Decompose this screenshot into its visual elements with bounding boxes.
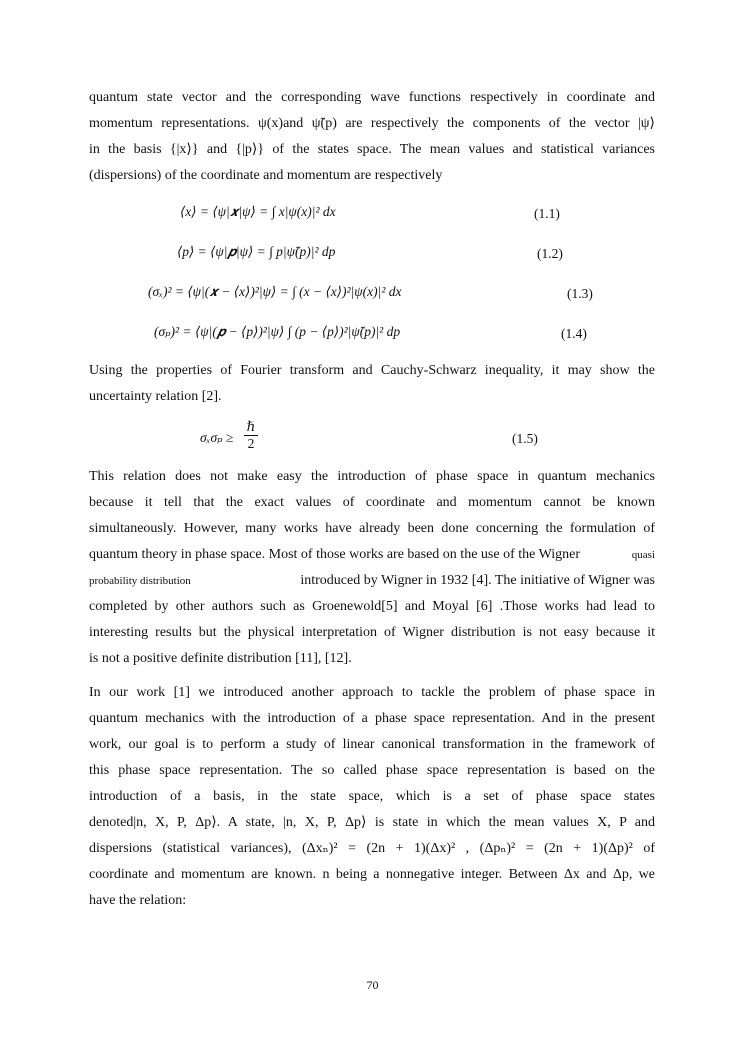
text-line: work, our goal is to perform a study of linear canonical transformation in the framework of bbox=[89, 737, 655, 752]
paragraph-uncertainty bbox=[89, 358, 655, 410]
text-line: momentum representations. ψ(x)and ψ̃(p) are respectively the components of the vector |ψ⟩ bbox=[89, 116, 655, 131]
equation-1-5-lhs: σₓσₚ ≥ bbox=[200, 430, 234, 445]
text-fragment: quantum theory in phase space. Most of those works are based on the use of the Wigner bbox=[89, 547, 580, 562]
text-line: have the relation: bbox=[89, 893, 187, 908]
equation-1-4: (σₚ)² = ⟨ψ|(𝒑 − ⟨p⟩)²|ψ⟩ ∫ (p − ⟨p⟩)²|ψ̃(p)|² dp bbox=[154, 324, 401, 339]
fraction-denominator: 2 bbox=[247, 436, 255, 451]
equation-number: (1.1) bbox=[534, 206, 560, 221]
text-line: completed by other authors such as Groenewold[5] and Moyal [6] .Those works had lead to bbox=[89, 599, 655, 614]
text-line: uncertainty relation [2]. bbox=[89, 389, 222, 404]
text-line: quantum state vector and the corresponding wave functions respectively in coordinate and bbox=[89, 90, 655, 105]
text-line: (dispersions) of the coordinate and momentum are respectively bbox=[89, 168, 443, 183]
text-line: This relation does not make easy the introduction of phase space in quantum mechanics bbox=[89, 469, 655, 484]
text-line bbox=[89, 542, 655, 568]
text-line: in the basis {|x⟩} and {|p⟩} of the states space. The mean values and statistical variances bbox=[89, 142, 655, 157]
equation-number: (1.3) bbox=[567, 286, 593, 301]
equation-number: (1.2) bbox=[537, 246, 563, 261]
paragraph-wigner bbox=[89, 464, 655, 672]
text-line: is not a positive definite distribution [11], [12]. bbox=[89, 651, 352, 666]
text-line: interesting results but the physical interpretation of Wigner distribution is not easy because it bbox=[89, 625, 655, 640]
text-line: simultaneously. However, many works have already been done concerning the formulation of bbox=[89, 521, 655, 536]
equation-1-3: (σₓ)² = ⟨ψ|(𝒙 − ⟨x⟩)²|ψ⟩ = ∫ (x − ⟨x⟩)²|ψ(x)|² dx bbox=[148, 284, 402, 299]
text-line: because it tell that the exact values of coordinate and momentum cannot be known bbox=[89, 495, 655, 510]
text-line bbox=[89, 568, 655, 594]
equation-number: (1.5) bbox=[512, 431, 538, 446]
equation-number: (1.4) bbox=[561, 326, 587, 341]
text-line: this phase space representation. The so called phase space representation is based on the bbox=[89, 763, 655, 778]
text-line: dispersions (statistical variances), (Δxₙ)² = (2n + 1)(Δx)² , (Δpₙ)² = (2n + 1)(Δp)² of bbox=[89, 841, 655, 856]
text-line: coordinate and momentum are known. n being a nonnegative integer. Between Δx and Δp, we bbox=[89, 867, 655, 882]
equation-1-5-fraction bbox=[244, 419, 258, 452]
equation-1-1: ⟨x⟩ = ⟨ψ|𝒙|ψ⟩ = ∫ x|ψ(x)|² dx bbox=[180, 204, 336, 219]
text-fragment: introduced by Wigner in 1932 [4]. The initiative of Wigner was bbox=[300, 573, 655, 588]
text-line: In our work [1] we introduced another approach to tackle the problem of phase space in bbox=[89, 685, 655, 700]
text-line: denoted|n, X, P, Δp⟩. A state, |n, X, P, Δp⟩ is state in which the mean values X, P and bbox=[89, 815, 655, 830]
fraction-numerator: ℏ bbox=[244, 419, 258, 436]
text-fragment: quasi bbox=[631, 549, 655, 561]
equation-1-2: ⟨p⟩ = ⟨ψ|𝒑|ψ⟩ = ∫ p|ψ̃(p)|² dp bbox=[177, 244, 336, 259]
text-line: introduction of a basis, in the state space, which is a set of phase space states bbox=[89, 789, 655, 804]
paragraph-intro bbox=[89, 85, 655, 189]
text-line: Using the properties of Fourier transform and Cauchy-Schwarz inequality, it may show the bbox=[89, 363, 655, 378]
paragraph-our-work bbox=[89, 680, 655, 914]
text-fragment: probability distribution bbox=[89, 575, 191, 587]
page-number: 70 bbox=[366, 978, 379, 992]
text-line: quantum mechanics with the introduction of a phase space representation. And in the present bbox=[89, 711, 655, 726]
